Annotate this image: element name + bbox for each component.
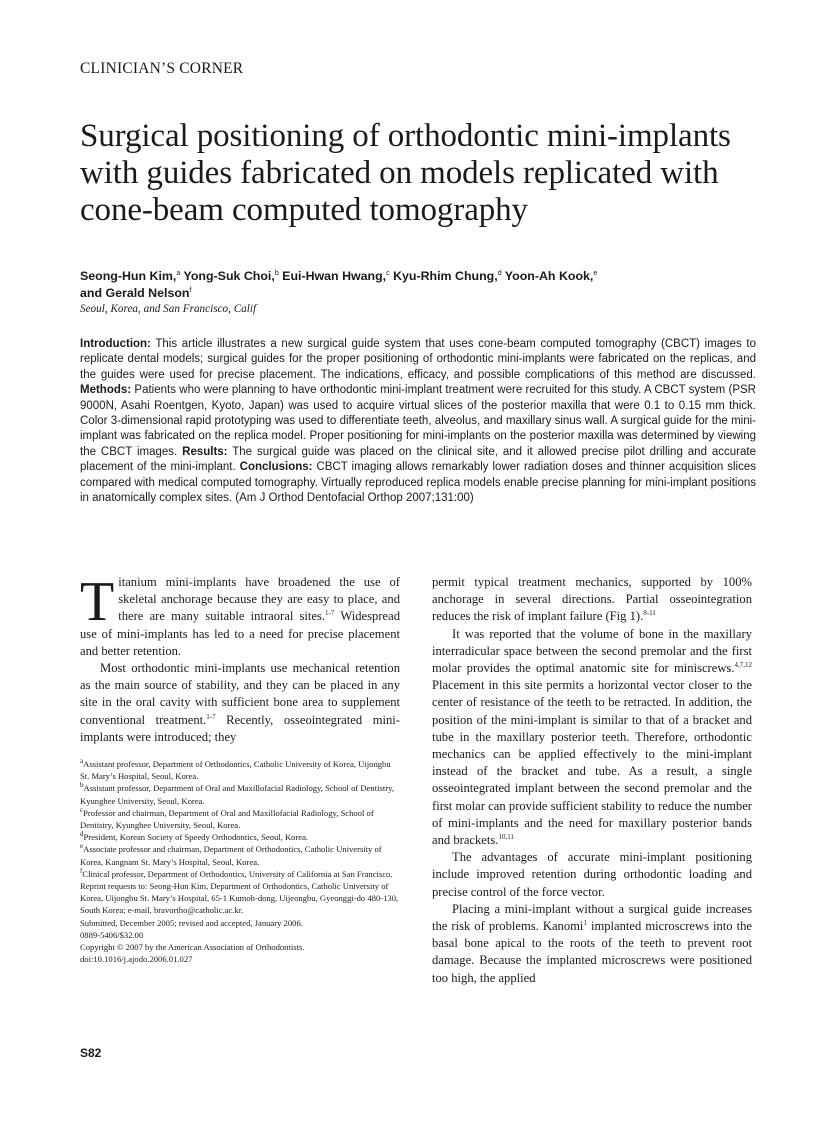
author-name: Yong-Suk Choi, bbox=[180, 269, 275, 283]
citation-ref: 1-7 bbox=[325, 609, 335, 618]
author-list bbox=[80, 268, 760, 302]
abstract-conclusions-text: CBCT imaging allows remarkably lower radiation doses and thinner acquisition slices compared with medical computed tomography. Virtually reproduced replica models enable precise planning for mini-implant positions in anatomically complex sites. (Am J Orthod Dentofacial Orthop 2007;131:00) bbox=[80, 461, 756, 505]
footnote bbox=[80, 843, 400, 867]
body-paragraph bbox=[432, 626, 752, 850]
footnote-text: Clinical professor, Department of Orthodontics, University of California at San Francisco. bbox=[82, 868, 393, 879]
footnote-text: Reprint requests to: Seong-Hun Kim, Department of Orthodontics, Catholic University of Korea, Uijongbu St. Mary’s Hospital, 65-1 Kumoh-dong, Uijeongbu, Gyeonggi-do 480-130, South Korea; e-mail, bravortho@catholic.ac.kr. bbox=[80, 881, 399, 916]
abstract-methods-label: Methods: bbox=[80, 384, 132, 397]
footnote-mark: e bbox=[80, 842, 84, 851]
body-text: permit typical treatment mechanics, supported by 100% anchorage in several directions. Partial osseointegration reduces the risk of implant failure (Fig 1). bbox=[432, 575, 752, 624]
footnote-mark: c bbox=[80, 805, 84, 814]
author-affil-mark: a bbox=[176, 269, 181, 277]
body-text: Placement in this site permits a horizontal vector closer to the center of resistance of the teeth to be retracted. In addition, the position of the mini-implant is similar to that of a bracket and tube in the maxillary posterior teeth. Therefore, orthodontic mechanics can be applied effectively to the mini-implant instead of the bracket and tube. As a result, a single osseointegrated implant between the second premolar and the first molar can provide sufficient stability to reduce the number of mini-implants and the need for maxillary posterior bands and brackets. bbox=[432, 678, 752, 848]
abstract-intro-text: This article illustrates a new surgical guide system that uses cone-beam computed tomography (CBCT) images to replicate dental models; surgical guides for the proper positioning of orthodontic mini-implants were fabricated on the replicas, and the guides were used for precise placement. The indications, efficacy, and possible complications of this method are discussed. bbox=[80, 338, 756, 381]
footnote-text: Assistant professor, Department of Orthodontics, Catholic University of Korea, Uijongbu St. Mary’s Hospital, Seoul, Korea. bbox=[80, 759, 391, 782]
body-paragraph bbox=[80, 571, 400, 660]
body-paragraph bbox=[432, 574, 752, 626]
drop-cap: T bbox=[80, 571, 115, 633]
footnote-text: Professor and chairman, Department of Oral and Maxillofacial Radiology, School of Dentistry, Kyunghee University, Seoul, Korea. bbox=[80, 807, 374, 831]
citation-ref: 10,11 bbox=[498, 832, 514, 841]
citation-ref: 8-11 bbox=[643, 609, 656, 618]
author-affil-mark: c bbox=[386, 269, 390, 277]
issn-price bbox=[80, 929, 400, 941]
body-text: It was reported that the volume of bone in the maxillary interradicular space between the second premolar and the first molar provides the optimal anatomic site for miniscrews. bbox=[432, 626, 752, 676]
footnote bbox=[80, 758, 400, 782]
affiliation-line: Seoul, Korea, and San Francisco, Calif bbox=[80, 303, 257, 315]
abstract-results-text: The surgical guide was placed on the clinical site, and it allowed precise pilot drilling and accurate placement of the mini-implant. bbox=[80, 445, 757, 474]
author-affil-mark: b bbox=[274, 269, 279, 277]
doi bbox=[80, 953, 400, 965]
body-text: Recently, osseointegrated mini-implants were introduced; they bbox=[80, 712, 400, 744]
author-name: Yoon-Ah Kook, bbox=[501, 269, 594, 283]
citation-ref: 1-7 bbox=[206, 712, 216, 721]
footnote-text: doi:10.1016/j.ajodo.2006.01.027 bbox=[80, 954, 193, 965]
footnote-mark: d bbox=[80, 830, 84, 839]
body-paragraph bbox=[432, 901, 752, 987]
article-title: Surgical positioning of orthodontic mini-implants with guides fabricated on models replicated with cone-beam computed tomography bbox=[80, 118, 731, 228]
author-name: Eui-Hwan Hwang, bbox=[278, 269, 387, 283]
abstract-intro-label: Introduction: bbox=[80, 338, 151, 350]
footnote-mark: f bbox=[80, 866, 83, 875]
author-affil-mark: f bbox=[189, 286, 192, 294]
body-column-right bbox=[432, 574, 752, 987]
body-text: implanted microscrews into the basal bone apical to the roots of the teeth to prevent root damage. Because the implanted microscrews were positioned too high, the applied bbox=[432, 919, 752, 985]
submission-dates bbox=[80, 917, 400, 929]
body-text: Widespread use of mini-implants has led to a need for precise placement and better retention. bbox=[80, 609, 400, 658]
reprint-request bbox=[80, 880, 400, 917]
footnote-text: Associate professor and chairman, Department of Orthodontics, Catholic University of Korea, Kangnam St. Mary’s Hospital, Seoul, Korea. bbox=[80, 844, 382, 867]
author-affil-mark: d bbox=[497, 269, 502, 277]
body-paragraph bbox=[80, 660, 400, 746]
body-text: Most orthodontic mini-implants use mechanical retention as the main source of stability, and they can be placed in any site in the oral cavity with sufficient bone area to supplement conventional treatment. bbox=[80, 661, 400, 727]
author-name: Seong-Hun Kim, bbox=[80, 269, 177, 283]
footnote bbox=[80, 782, 400, 806]
footnotes bbox=[80, 758, 400, 965]
author-name: and Gerald Nelson bbox=[80, 286, 190, 300]
section-label: CLINICIAN’S CORNER bbox=[80, 60, 244, 77]
abstract-methods-text: Patients who were planning to have orthodontic mini-implant treatment were recruited for this study. A CBCT system (PSR 9000N, Asahi Roentgen, Kyoto, Japan) was used to acquire virtual slices of the posterior maxilla that were 0.1 to 0.15 mm thick. Color 3-dimensional rapid prototyping was used to differentiate teeth, alveolus, and maxillary sinus wall. A surgical guide for the mini-implant was fabricated on the replica model. Proper positioning for mini-implants on the posterior maxilla was determined by viewing the CBCT images. bbox=[80, 384, 756, 458]
body-paragraph: The advantages of accurate mini-implant positioning include improved retention during orthodontic loading and precise control of the force vector. bbox=[432, 850, 752, 899]
copyright bbox=[80, 941, 400, 953]
body-text: itanium mini-implants have broadened the use of skeletal anchorage because they are easy to place, and there are many suitable intraoral sites. bbox=[118, 575, 400, 624]
footnote-text: Copyright © 2007 by the American Association of Orthodontists. bbox=[80, 942, 305, 953]
abstract bbox=[80, 337, 756, 506]
footnote-text: President, Korean Society of Speedy Orthodontics, Seoul, Korea. bbox=[83, 832, 309, 843]
body-column-left bbox=[80, 571, 400, 746]
abstract-conclusions-label: Conclusions: bbox=[239, 461, 313, 474]
author-name: Kyu-Rhim Chung, bbox=[389, 269, 498, 283]
footnote-text: 0889-5406/$32.00 bbox=[80, 929, 144, 940]
abstract-results-label: Results: bbox=[182, 445, 228, 458]
footnote bbox=[80, 831, 400, 843]
footnote bbox=[80, 807, 400, 831]
footnote-mark: b bbox=[80, 781, 84, 790]
footnote-mark: a bbox=[80, 757, 84, 766]
citation-ref: 4,7,12 bbox=[734, 660, 752, 669]
author-affil-mark: e bbox=[593, 269, 598, 277]
body-text: Placing a mini-implant without a surgical guide increases the risk of problems. Kanomi bbox=[432, 901, 752, 934]
footnote-text: Submitted, December 2005; revised and accepted, January 2006. bbox=[80, 917, 303, 928]
footnote-text: Assistant professor, Department of Oral and Maxillofacial Radiology, School of Dentistry, Kyunghee University, Seoul, Korea. bbox=[80, 783, 394, 806]
page-number: S82 bbox=[80, 1046, 102, 1060]
footnote bbox=[80, 868, 400, 880]
citation-ref: 1 bbox=[583, 918, 587, 927]
